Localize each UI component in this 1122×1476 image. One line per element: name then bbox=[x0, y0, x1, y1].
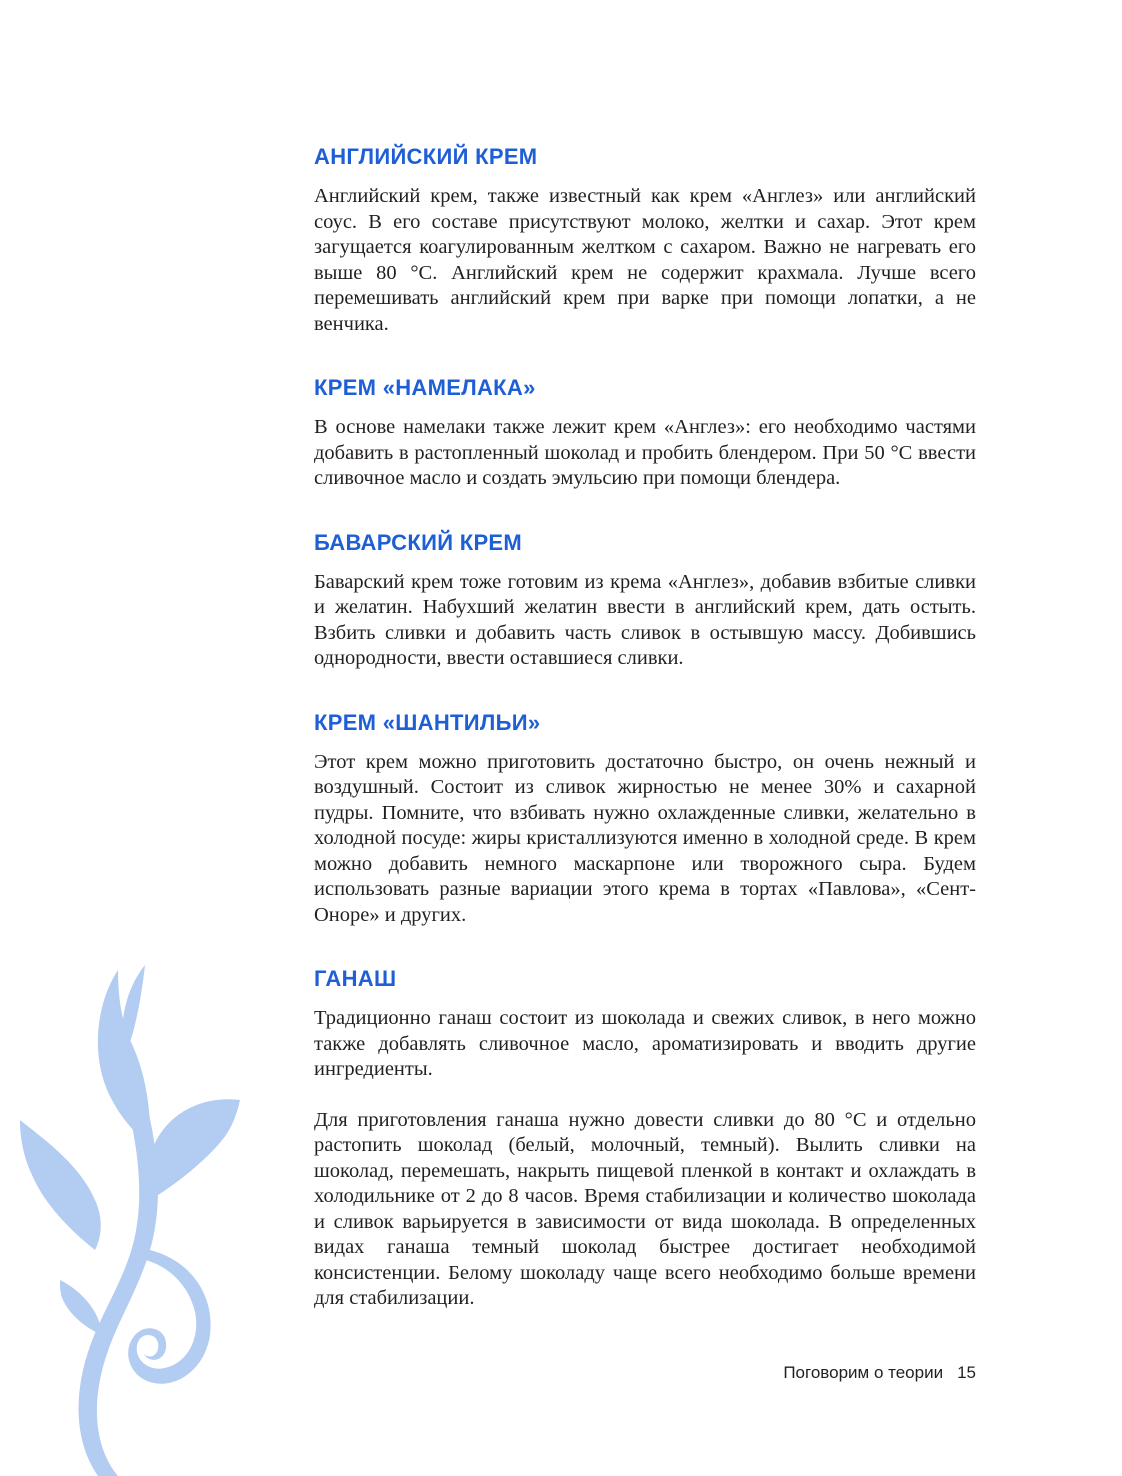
page-footer bbox=[700, 1363, 976, 1383]
section-title: АНГЛИЙСКИЙ КРЕМ bbox=[314, 144, 538, 169]
paragraph: Этот крем можно приготовить достаточно быстро, он очень нежный и воздушный. Состоит из сливок жирностью не менее 30% и сахарной пудры. Помните, что взбивать нужно охлажденные сливки, желательно в холодной посуде: жиры кристаллизуются именно в холодной среде. В крем можно добавить немного маскарпоне или творожного сыра. Будем использовать разные вариации этого крема в тортах «Павлова», «Сент-Оноре» и других. bbox=[314, 750, 976, 926]
floral-swirl-icon bbox=[0, 950, 260, 1476]
main-content bbox=[314, 140, 976, 1346]
section-ganache bbox=[314, 962, 976, 1312]
paragraph: В основе намелаки также лежит крем «Англез»: его необходимо частями добавить в растопленный шоколад и пробить блендером. При 50 °С ввести сливочное масло и создать эмульсию при помощи блендера. bbox=[314, 416, 976, 489]
paragraph: Английский крем, также известный как крем «Англез» или английский соус. В его составе присутствуют молоко, желтки и сахар. Этот крем загущается коагулированным желтком с сахаром. Важно не нагревать его выше 80 °С. Английский крем не содержит крахмала. Лучше всего перемешивать английский крем при варке при помощи лопатки, а не венчика. bbox=[314, 185, 976, 335]
section-title: КРЕМ «ШАНТИЛЬИ» bbox=[314, 709, 541, 735]
chapter-title: Поговорим о теории bbox=[783, 1363, 944, 1382]
section-title: БАВАРСКИЙ КРЕМ bbox=[314, 529, 523, 555]
paragraph: Баварский крем тоже готовим из крема «Англез», добавив взбитые сливки и желатин. Набухший желатин ввести в английский крем, дать остыть. Взбить сливки и добавить часть сливок в остывшую массу. Добившись однородности, ввести оставшиеся сливки. bbox=[314, 570, 976, 669]
section-title: ГАНАШ bbox=[314, 966, 397, 991]
paragraph: Для приготовления ганаша нужно довести сливки до 80 °С и отдельно растопить шоколад (белый, молочный, темный). Вылить сливки на шоколад, перемешать, накрыть пищевой пленкой в контакт и охлаждать в холодильнике от 2 до 8 часов. Время стабилизации и количество шоколада и сливок варьируется в зависимости от вида шоколада. В определенных видах ганаша темный шоколад быстрее достигает необходимой консистенции. Белому шоколаду чаще всего необходимо больше времени для стабилизации. bbox=[314, 1108, 976, 1309]
section-english-cream bbox=[314, 140, 976, 337]
section-title: КРЕМ «НАМЕЛАКА» bbox=[314, 375, 536, 400]
section-bavarian-cream bbox=[314, 526, 976, 672]
section-namelaka bbox=[314, 371, 976, 492]
page-number: 15 bbox=[957, 1363, 976, 1382]
section-chantilly bbox=[314, 706, 976, 929]
paragraph: Традиционно ганаш состоит из шоколада и свежих сливок, в него можно также добавлять сливочное масло, ароматизировать и вводить другие ингредиенты. bbox=[314, 1007, 976, 1080]
